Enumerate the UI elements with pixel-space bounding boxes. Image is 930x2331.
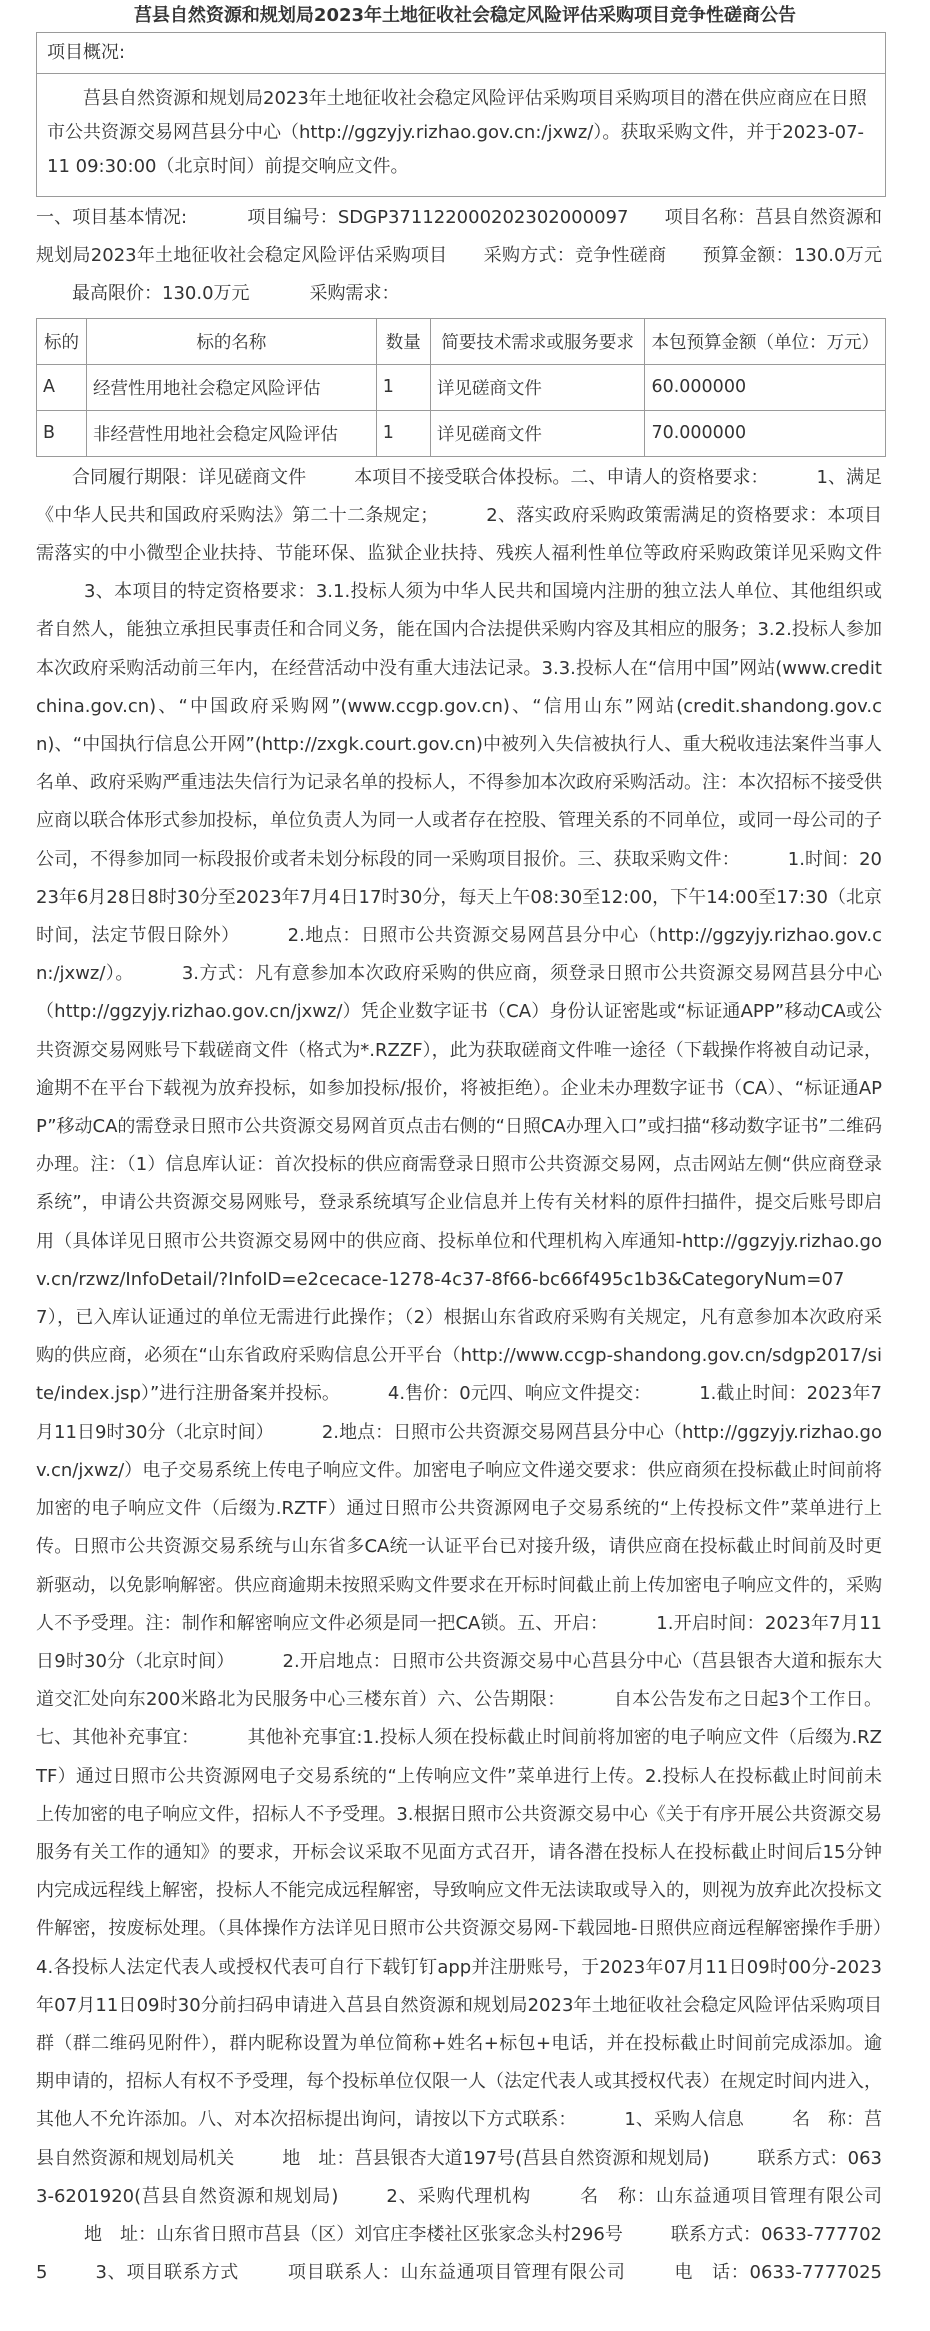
section-basic-info: 一、项目基本情况: xyxy=(36,207,188,228)
project-contact-label: 项目联系人：山东益通项目管理有限公司 xyxy=(287,2262,626,2284)
requirements-table xyxy=(36,318,886,457)
body-text-9: 1.截止时间：2023年7月11日9时30分（北京时间） xyxy=(36,1383,883,1443)
overview-heading: 项目概况: xyxy=(37,33,885,74)
table-cell: B xyxy=(37,410,87,456)
body-text-2: 1、满足《中华人民共和国政府采购法》第二十二条规定； xyxy=(36,466,883,526)
body-text-5: 1.时间：2023年6月28日8时30分至2023年7月4日17时30分，每天上午08:30至12:00，下午14:00至17:30（北京时间，法定节假日除外） xyxy=(36,848,883,947)
purchaser-contact: 2、采购代理机构 xyxy=(386,2185,532,2207)
overview-box xyxy=(36,32,886,197)
table-cell: 60.000000 xyxy=(645,364,886,410)
project-name: 项目名称：莒县自然资源和规划局2023年土地征收社会稳定风险评估采购项目 xyxy=(36,207,882,267)
table-cell: 详见磋商文件 xyxy=(430,410,645,456)
table-row xyxy=(37,410,886,456)
purchaser-info-label: 名 称：莒县自然资源和规划局机关 xyxy=(36,2109,883,2169)
agency-name: 地 址：山东省日照市莒县（区）刘官庄李楼社区张家念头村296号 xyxy=(84,2223,623,2245)
purchaser-address: 联系方式：0633-6201920(莒县自然资源和规划局) xyxy=(36,2147,883,2207)
body-text-1: 本项目不接受联合体投标。二、申请人的资格要求： xyxy=(354,466,769,488)
project-number: 项目编号：SDGP371122000202302000097 xyxy=(247,207,629,228)
table-header: 数量 xyxy=(376,318,430,364)
body-text-13: 自本公告发布之日起3个工作日。七、其他补充事宜： xyxy=(36,1689,882,1749)
body-text-7: 3.方式：凡有意参加本次政府采购的供应商，须登录日照市公共资源交易网莒县分中心（http://ggzyjy.rizhao.gov.cn/jxwz/）凭企业数字证书（CA）身份认证密匙或“标证通APP”移动CA或公共资源交易网账号下载磋商文件（格式为*.RZZF），此为获取磋商文件唯一途径（下载操作将被自动记录，逾期不在平台下载视为放弃投标，如参加投标/报价，将被拒绝）。企业未办理数字证书（CA）、“标证通APP”移动CA的需登录日照市公共资源交易网首页点击右侧的“日照CA办理入口”或扫描“移动数字证书”二维码办理。注：（1）信息库认证：首次投标的供应商需登录日照市公共资源交易网，点击网站左侧“供应商登录系统”，申请公共资源交易网账号，登录系统填写企业信息并上传有关材料的原件扫描件，提交后账号即启用（具体详见日照市公共资源交易网中的供应商、投标单位和代理机构入库通知-http://ggzyjy.rizhao.gov.cn/rzwz/InfoDetail/?InfoID=e2cecace-1278-4c37-8f66-bc66f495c1b3&CategoryNum=077），已入库认证通过的单位无需进行此操作；（2）根据山东省政府采购有关规定，凡有意参加本次政府采购的供应商，必须在“山东省政府采购信息公开平台（http://www.ccgp-shandong.gov.cn/sdgp2017/site/index.jsp）”进行注册备案并投标。 xyxy=(36,963,882,1405)
body-text-11: 1.开启时间：2023年7月11日9时30分（北京时间） xyxy=(36,1612,882,1672)
body-text-14: 其他补充事宜:1.投标人须在投标截止时间前将加密的电子响应文件（后缀为.RZTF）通过日照市公共资源网电子交易系统的“上传响应文件”菜单进行上传。2.投标人在投标截止时间前未上传加密的电子响应文件，招标人不予受理。3.根据日照市公共资源交易中心《关于有序开展公共资源交易服务有关工作的通知》的要求，开标会议采取不见面方式召开，请各潜在投标人在投标截止时间后15分钟内完成远程线上解密，投标人不能完成远程解密，导致响应文件无法读取或导入的，则视为放弃此次投标文件解密，按废标处理。（具体操作方法详见日照市公共资源交易网-下载园地-日照供应商远程解密操作手册）4.各投标人法定代表人或授权代表可自行下载钉钉app并注册账号，于2023年07月11日09时00分-2023年07月11日09时30分前扫码申请进入莒县自然资源和规划局2023年土地征收社会稳定风险评估采购项目群（群二维码见附件），群内昵称设置为单位简称+姓名+标包+电话，并在投标截止时间前完成添加。逾期申请的，招标人有权不予受理，每个投标单位仅限一人（法定代表人或其授权代表）在规定时间内进入，其他人不允许添加。八、对本次招标提出询问，请按以下方式联系： xyxy=(36,1727,883,2131)
announcement-body xyxy=(36,459,894,2331)
table-cell: 1 xyxy=(376,364,430,410)
table-cell: 1 xyxy=(376,410,430,456)
table-header-row xyxy=(37,318,886,364)
table-cell: 70.000000 xyxy=(645,410,886,456)
table-header: 标的 xyxy=(37,318,87,364)
body-text-10: 2.地点：日照市公共资源交易网莒县分中心（http://ggzyjy.rizhao.gov.cn/jxwz/）电子交易系统上传电子响应文件。加密电子响应文件递交要求：供应商须在投标截止时间前将加密的电子响应文件（后缀为.RZTF）通过日照市公共资源网电子交易系统的“上传投标文件”菜单进行上传。日照市公共资源交易系统与山东省多CA统一认证平台已对接升级，请供应商在投标截止时间前及时更新驱动，以免影响解密。供应商逾期未按照采购文件要求在开标时间截止前上传加密电子响应文件的，采购人不予受理。注：制作和解密响应文件必须是同一把CA锁。五、开启： xyxy=(36,1421,882,1634)
project-contact-person: 电 话：0633-7777025 xyxy=(673,2262,883,2284)
body-text-3: 2、落实政府采购政策需满足的资格要求：本项目需落实的中小微型企业扶持、节能环保、监狱企业扶持、残疾人福利性单位等政府采购政策详见采购文件 xyxy=(36,504,883,565)
agency-contact: 3、项目联系方式 xyxy=(95,2262,240,2284)
requirements-label: 采购需求： xyxy=(309,283,400,305)
overview-body: 莒县自然资源和规划局2023年土地征收社会稳定风险评估采购项目采购项目的潜在供应商应在日照市公共资源交易网莒县分中心（http://ggzyjy.rizhao.gov.cn:/jxwz/）。获取采购文件，并于2023-07-11 09:30:00（北京时间）前提交响应文件。 xyxy=(47,88,867,177)
body-text-12: 2.开启地点：日照市公共资源交易中心莒县分中心（莒县银杏大道和振东大道交汇处向东200米路北为民服务中心三楼东首）六、公告期限： xyxy=(36,1650,883,1711)
table-row xyxy=(37,364,886,410)
table-cell: 非经营性用地社会稳定风险评估 xyxy=(87,410,377,456)
budget-amount: 预算金额：130.0万元 xyxy=(702,245,883,267)
table-header: 本包预算金额（单位：万元） xyxy=(645,318,886,364)
max-price: 最高限价：130.0万元 xyxy=(72,283,250,305)
table-header: 标的名称 xyxy=(87,318,377,364)
body-text-8: 4.售价：0元四、响应文件提交： xyxy=(387,1383,652,1405)
agency-label: 名 称：山东益通项目管理有限公司 xyxy=(579,2185,883,2207)
body-text-4: 3、本项目的特定资格要求：3.1.投标人须为中华人民共和国境内注册的独立法人单位、其他组织或者自然人，能独立承担民事责任和合同义务，能在国内合法提供采购内容及其相应的服务；3.2.投标人参加本次政府采购活动前三年内，在经营活动中没有重大违法记录。3.3.投标人在“信用中国”网站(www.creditchina.gov.cn)、“中国政府采购网”(www.ccgp.gov.cn)、“信用山东”网站(credit.shandong.gov.cn)、“中国执行信息公开网”(http://zxgk.court.gov.cn)中被列入失信被执行人、重大税收违法案件当事人名单、政府采购严重违法失信行为记录名单的投标人，不得参加本次政府采购活动。注：本次招标不接受供应商以联合体形式参加投标，单位负责人为同一人或者存在控股、管理关系的不同单位，或同一母公司的子公司，不得参加同一标段报价或者未划分标段的同一采购项目报价。三、获取采购文件： xyxy=(36,581,882,870)
table-cell: A xyxy=(37,364,87,410)
body-text-15: 1、采购人信息 xyxy=(624,2109,744,2131)
procurement-method: 采购方式：竞争性磋商 xyxy=(483,245,667,267)
table-cell: 详见磋商文件 xyxy=(430,364,645,410)
body-text-0: 合同履行期限：详见磋商文件 xyxy=(72,466,307,488)
agency-address: 联系方式：0633-7777025 xyxy=(36,2223,882,2284)
table-cell: 经营性用地社会稳定风险评估 xyxy=(87,364,377,410)
page-title: 莒县自然资源和规划局2023年土地征收社会稳定风险评估采购项目竞争性磋商公告 xyxy=(133,5,797,26)
purchaser-name: 地 址：莒县银杏大道197号(莒县自然资源和规划局) xyxy=(282,2147,710,2169)
body-text-6: 2.地点：日照市公共资源交易网莒县分中心（http://ggzyjy.rizhao.gov.cn:/jxwz/）。 xyxy=(36,925,883,985)
basic-info xyxy=(36,199,894,314)
table-header: 简要技术需求或服务要求 xyxy=(430,318,645,364)
